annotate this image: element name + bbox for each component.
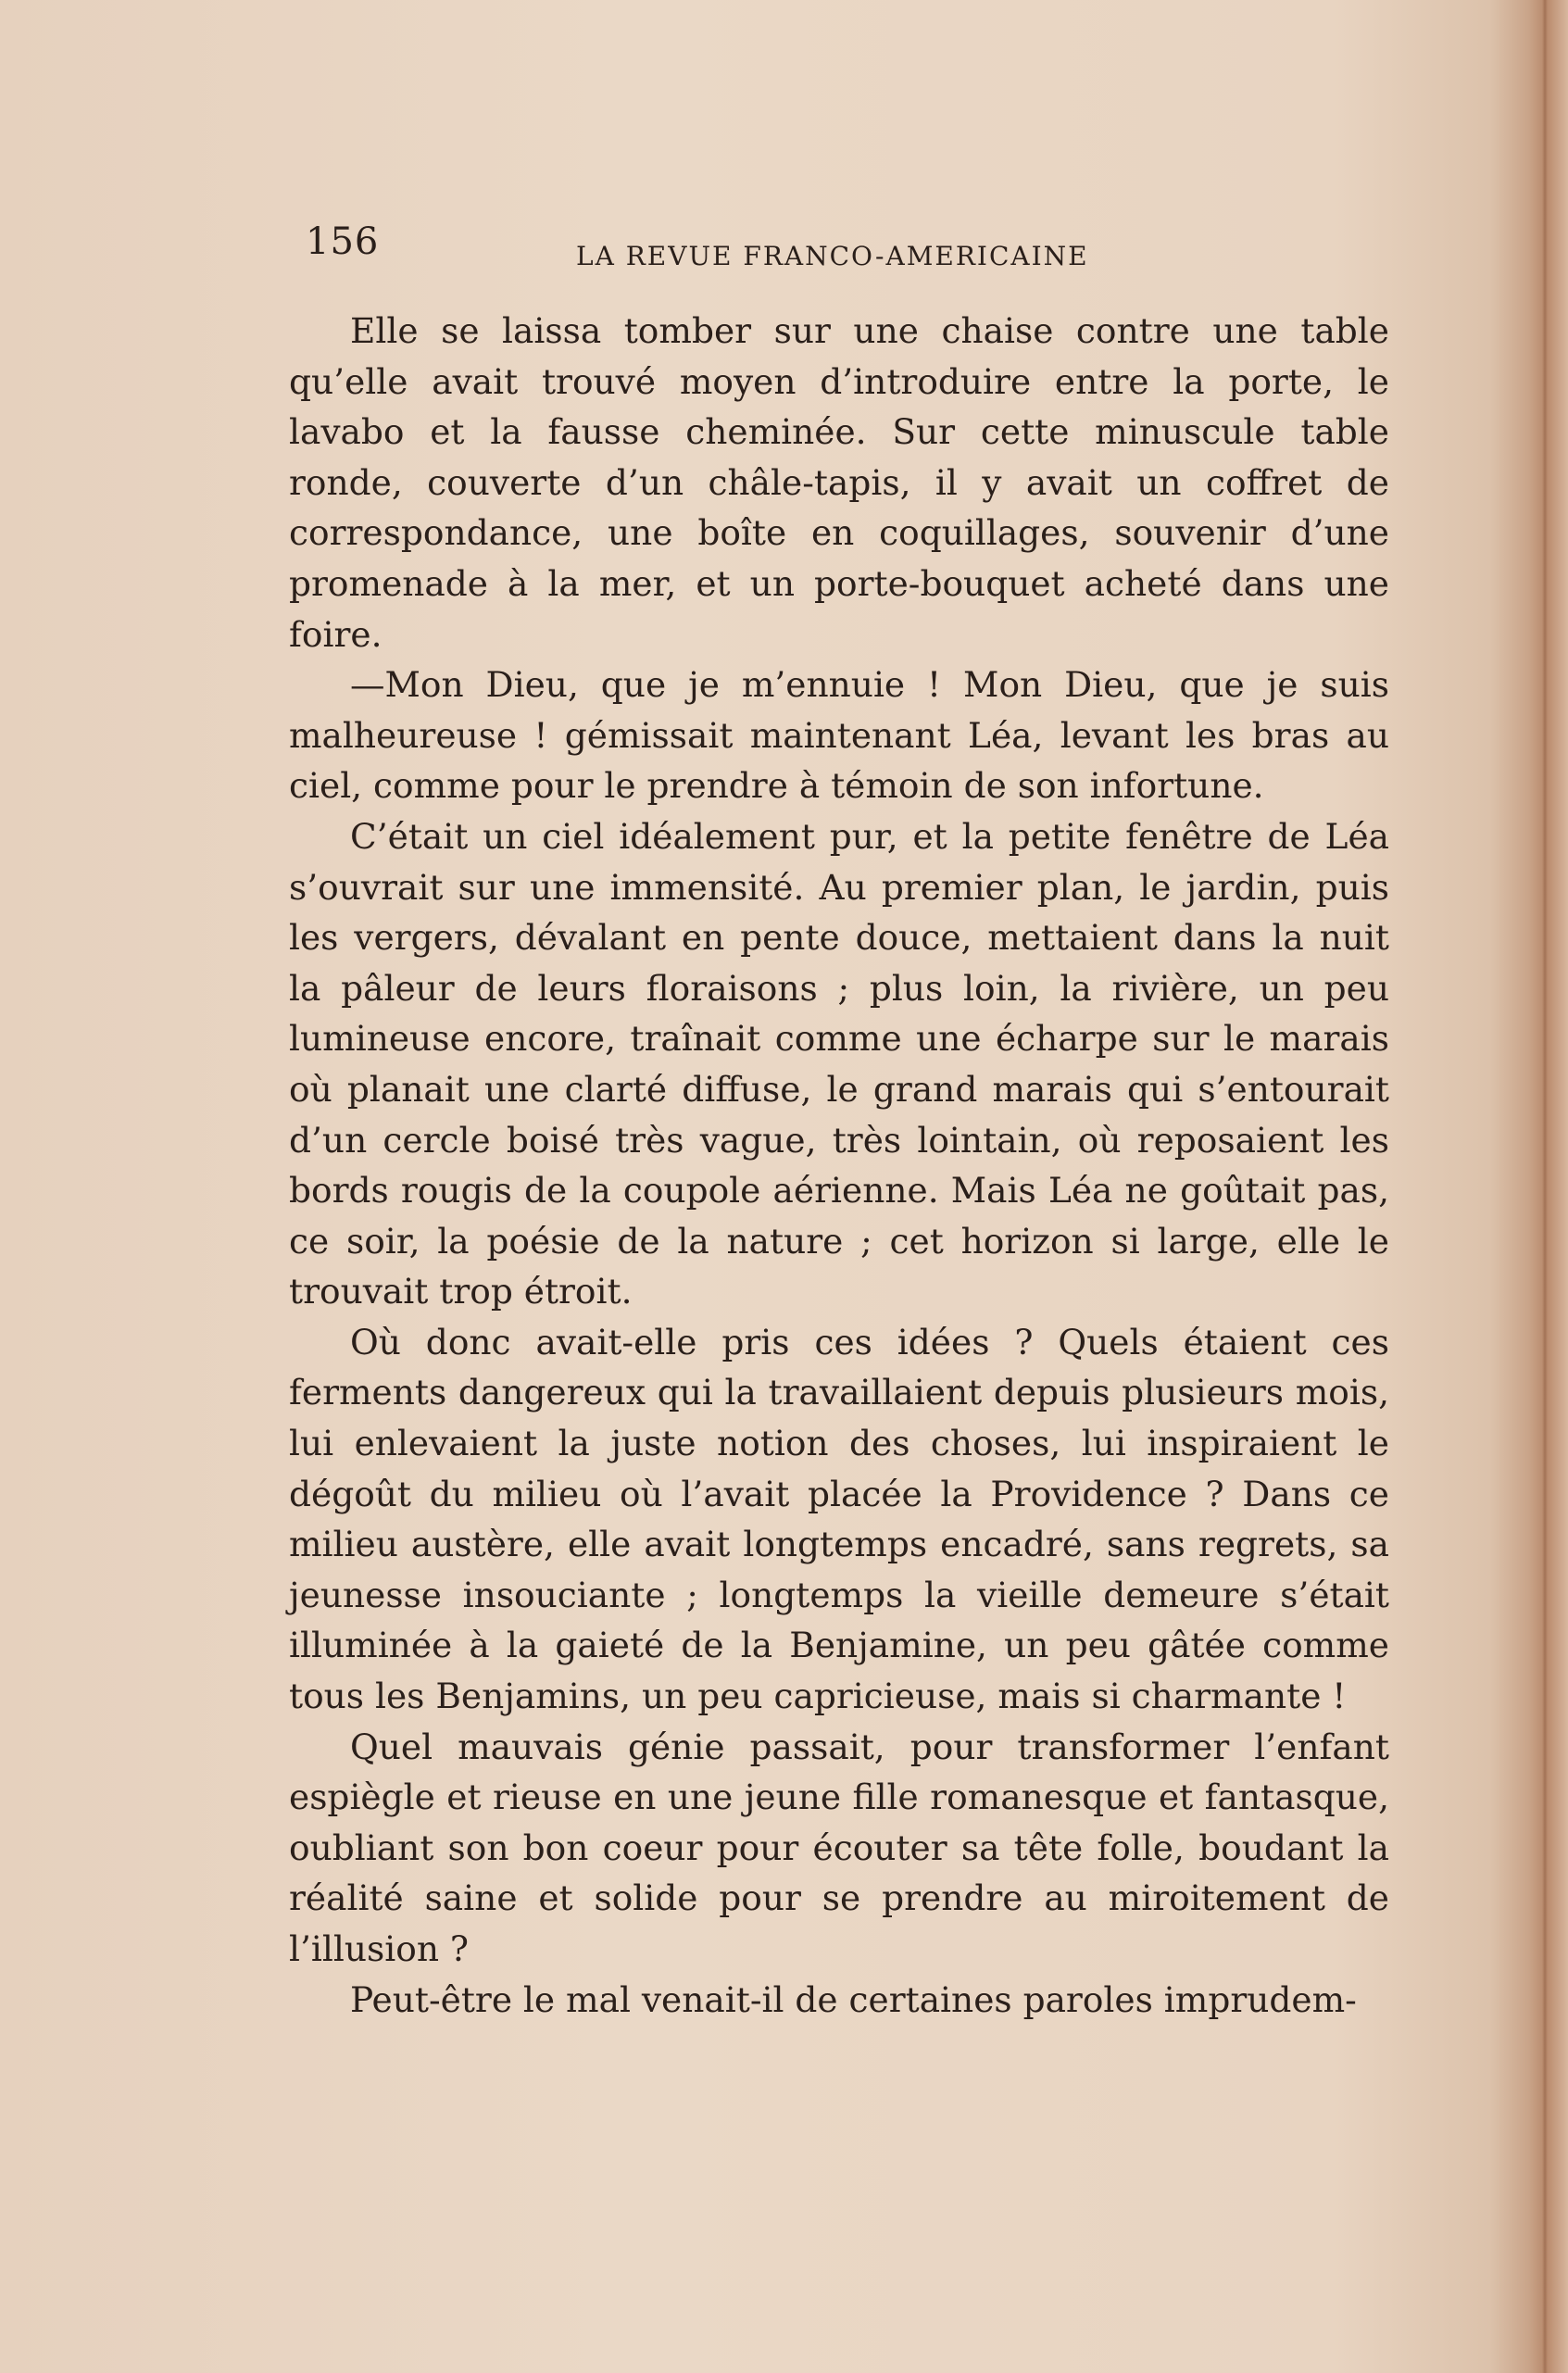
- paragraph: Quel mauvais génie passait, pour transformer l’enfant espiègle et rieuse en une jeune fille romanesque et fantasque, oubliant son bon coeur pour écouter sa tête folle, boudant la réalité saine et solide pour se prendre au miroitement de l’illusion ?: [289, 1726, 1389, 1969]
- paragraph: —Mon Dieu, que je m’ennuie ! Mon Dieu, que je suis malheureuse ! gémissait maintenant Léa, levant les bras au ciel, comme pour le prendre à témoin de son infortune.: [289, 664, 1389, 807]
- page-edge-shadow: [1542, 0, 1548, 2373]
- running-title: LA REVUE FRANCO-AMERICAINE: [576, 241, 1089, 271]
- body-text: [289, 306, 1389, 2025]
- paragraph: Peut-être le mal venait-il de certaines paroles imprudem-: [350, 1978, 1357, 2020]
- page-number: 156: [306, 220, 380, 263]
- paragraph: Où donc avait-elle pris ces idées ? Quels étaient ces ferments dangereux qui la travaillaient depuis plusieurs mois, lui enlevaient la juste notion des choses, lui inspiraient le dégoût du milieu où l’avait placée la Providence ? Dans ce milieu austère, elle avait longtemps encadré, sans regrets, sa jeunesse insouciante ; longtemps la vieille demeure s’était illuminée à la gaieté de la Benjamine, un peu gâtée comme tous les Benjamins, un peu capricieuse, mais si charmante !: [289, 1321, 1389, 1717]
- page-header: [306, 220, 1417, 285]
- paragraph: Elle se laissa tomber sur une chaise contre une table qu’elle avait trouvé moyen d’introduire entre la porte, le lavabo et la fausse cheminée. Sur cette minuscule table ronde, couverte d’un châle-tapis, il y avait un coffret de correspondance, une boîte en coquillages, souvenir d’une promenade à la mer, et un porte-bouquet acheté dans une foire.: [289, 310, 1389, 655]
- paragraph: C’était un ciel idéalement pur, et la petite fenêtre de Léa s’ouvrait sur une immensité. Au premier plan, le jardin, puis les vergers, dévalant en pente douce, mettaient dans la nuit la pâleur de leurs floraisons ; plus loin, la rivière, un peu lumineuse encore, traînait comme une écharpe sur le marais où planait une clarté diffuse, le grand marais qui s’entourait d’un cercle boisé très vague, très lointain, où reposaient les bords rougis de la coupole aérienne. Mais Léa ne goûtait pas, ce soir, la poésie de la nature ; cet horizon si large, elle le trouvait trop étroit.: [289, 815, 1389, 1312]
